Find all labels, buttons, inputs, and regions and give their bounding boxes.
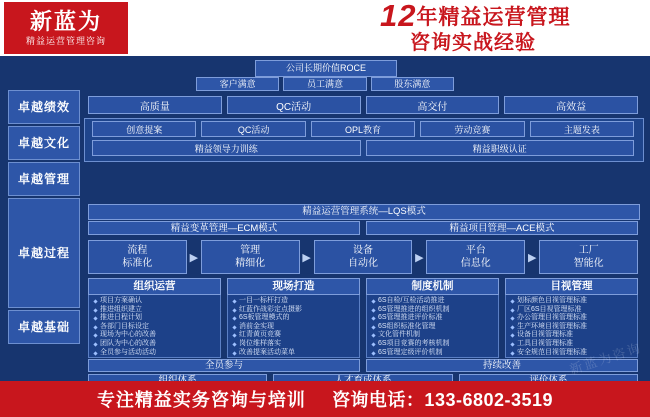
pillar-items (366, 295, 499, 358)
chain-step-equipment: 设备 自动化 (314, 240, 413, 274)
culture-row-1 (92, 121, 634, 137)
pillar-title: 制度机制 (366, 278, 499, 295)
slogan-line-2: 咨询实战经验 (410, 32, 536, 54)
pillar-visual-management (505, 278, 638, 356)
slogan-number: 12 (380, 0, 417, 33)
list-item: 推进组织建立 (94, 306, 217, 315)
culture-lean-certification: 精益职级认证 (366, 140, 635, 156)
list-item: 安全规范目视管理标准 (511, 349, 634, 358)
performance-row (88, 96, 638, 114)
pillar-system (366, 278, 499, 356)
system-mode-ecm: 精益变革管理—ECM模式 (88, 221, 360, 235)
slogan-line1-text: 年精益运营管理 (416, 6, 571, 29)
list-item: 生产环境目视管理标准 (511, 323, 634, 332)
left-label-culture: 卓越文化 (8, 126, 80, 160)
chevron-right-icon: ▶ (415, 251, 424, 264)
chevron-right-icon: ▶ (527, 251, 537, 264)
list-item: 改善提案活动菜单 (233, 349, 356, 358)
list-item: 项目方案确认 (94, 297, 217, 306)
culture-qc-activity: QC活动 (201, 121, 305, 137)
culture-theme-presentation: 主题发表 (530, 121, 634, 137)
culture-labor-competition: 劳动竞赛 (420, 121, 524, 137)
list-item: 全员参与活动活动 (94, 349, 217, 358)
footer-tagline: 专注精益实务咨询与培训 (96, 390, 306, 410)
list-item: 红青黄页竞赛 (233, 331, 356, 340)
satisfaction-employee: 员工满意 (283, 77, 366, 91)
list-item: 6S管理推进评价标准 (372, 314, 495, 323)
logo-main-text: 新蓝为 (29, 9, 102, 34)
list-item: 团队为中心的改善 (94, 340, 217, 349)
culture-row-2 (92, 140, 634, 156)
pillar-items (227, 295, 360, 358)
page-footer (0, 381, 650, 417)
list-item: 6S板管理模式的 (233, 314, 356, 323)
footer-phone: 咨询电话：133-6802-3519 (331, 390, 554, 410)
culture-opl-education: OPL教育 (311, 121, 415, 137)
satisfaction-row (196, 77, 454, 91)
pillar-columns (88, 278, 638, 356)
list-item: 消前金实现 (233, 323, 356, 332)
list-item: 设备目视管理标准 (511, 331, 634, 340)
list-item: 6S自检/互检活动推进 (372, 297, 495, 306)
pillar-shopfloor (227, 278, 360, 356)
diagram-body (0, 56, 650, 381)
pillar-title: 组织运营 (88, 278, 221, 295)
left-label-column (8, 60, 78, 376)
list-item: 各部门目标设定 (94, 323, 217, 332)
maturity-chain (88, 240, 638, 274)
list-item: 工具目视管理标准 (511, 340, 634, 349)
list-item: 6S管理推进的组织机制 (372, 306, 495, 315)
performance-quality: 高质量 (88, 96, 222, 114)
list-item: 6S组织标准化管理 (372, 323, 495, 332)
satisfaction-customer: 客户满意 (196, 77, 279, 91)
performance-efficiency: 高效益 (504, 96, 638, 114)
culture-idea-proposal: 创意提案 (92, 121, 196, 137)
list-item: 岗位维样落实 (233, 340, 356, 349)
chain-step-process: 流程 标准化 (88, 240, 187, 274)
list-item: 现场为中心的改善 (94, 331, 217, 340)
left-label-performance: 卓越绩效 (8, 90, 80, 124)
bottom-principles-row (88, 359, 638, 372)
left-label-process: 卓越过程 (8, 198, 80, 308)
chevron-right-icon: ▶ (189, 251, 199, 264)
list-item: 办公管理目视管理标准 (511, 314, 634, 323)
pillar-title: 目视管理 (505, 278, 638, 295)
pillar-organization (88, 278, 221, 356)
chain-step-factory: 工厂 智能化 (539, 240, 638, 274)
page-header (0, 0, 650, 56)
left-label-management: 卓越管理 (8, 162, 80, 196)
list-item: 划标颜色目视管理标准 (511, 297, 634, 306)
system-title: 精益运营管理系统—LQS模式 (88, 204, 640, 220)
pillar-items (505, 295, 638, 358)
header-slogan (380, 2, 646, 54)
principle-total-participation: 全员参与 (88, 359, 360, 372)
satisfaction-shareholder: 股东满意 (371, 77, 454, 91)
performance-delivery: 高交付 (366, 96, 500, 114)
slogan-line-1 (380, 2, 646, 31)
culture-lean-leadership: 精益领导力训练 (92, 140, 361, 156)
list-item: 红蓝作战彩定点摄影 (233, 306, 356, 315)
list-item: 一目一标杆打造 (233, 297, 356, 306)
chevron-right-icon: ▶ (302, 251, 311, 264)
chain-step-management: 管理 精细化 (201, 240, 300, 274)
left-label-foundation: 卓越基础 (8, 310, 80, 344)
list-item: 推进日程计划 (94, 314, 217, 323)
company-logo (4, 2, 128, 54)
system-modes-row (88, 221, 638, 235)
list-item: 6S项目竞赛的考核机制 (372, 340, 495, 349)
system-mode-ace: 精益项目管理—ACE模式 (366, 221, 638, 235)
list-item: 厂区6S目视管理标准 (511, 306, 634, 315)
list-item: 6S管理定级评价机制 (372, 349, 495, 358)
pillar-items (88, 295, 221, 358)
pillar-title: 现场打造 (227, 278, 360, 295)
logo-sub-text: 精益运营管理咨询 (25, 36, 106, 46)
principle-continuous-improvement: 持续改善 (366, 359, 638, 372)
performance-qc: QC活动 (227, 96, 361, 114)
list-item: 文化管件机制 (372, 331, 495, 340)
roce-title: 公司长期价值ROCE (255, 60, 397, 77)
chain-step-platform: 平台 信息化 (426, 240, 525, 274)
